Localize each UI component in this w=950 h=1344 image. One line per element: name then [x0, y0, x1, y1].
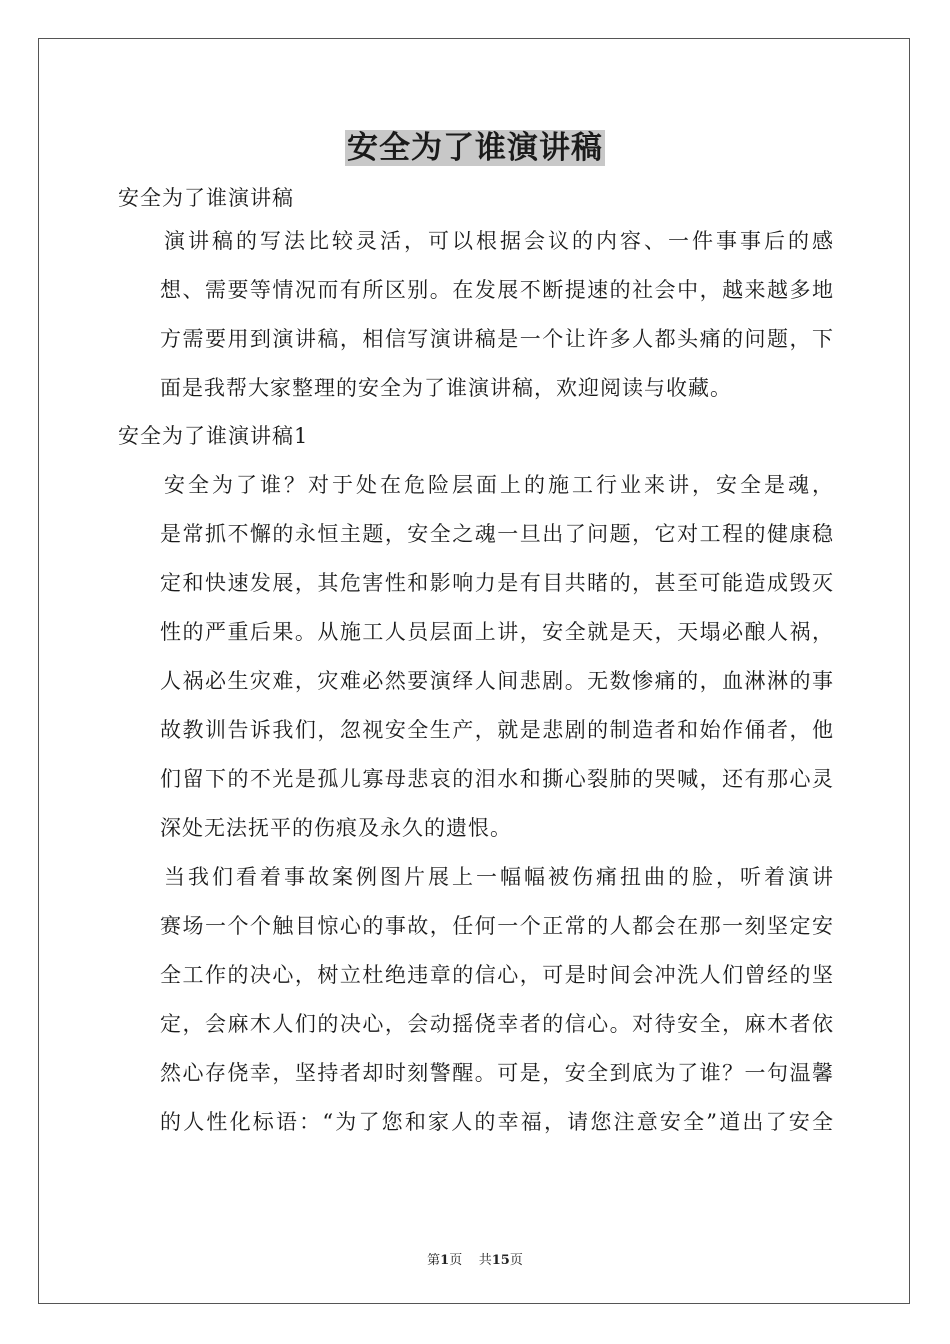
body-paragraph-1	[118, 461, 834, 853]
total-pages: 15	[491, 1253, 510, 1268]
page-number-suffix: 页	[449, 1253, 463, 1268]
total-pages-suffix: 页	[509, 1253, 523, 1268]
para1-line: 故教训告诉我们，忽视安全生产，就是悲剧的制造者和始作俑者，他	[160, 718, 834, 742]
section-heading: 安全为了谁演讲稿1	[118, 424, 309, 448]
para2-line: 定，会麻木人们的决心，会动摇侥幸者的信心。对待安全，麻木者依	[160, 1012, 834, 1036]
document-title-text: 安全为了谁演讲稿	[347, 130, 603, 166]
document-body	[118, 180, 834, 1147]
document-title	[0, 122, 950, 167]
para2-line: 赛场一个个触目惊心的事故，任何一个正常的人都会在那一刻坚定安	[160, 914, 834, 938]
para1-line: 安全为了谁？对于处在危险层面上的施工行业来讲，安全是魂，	[164, 473, 834, 497]
para2-line: 然心存侥幸，坚持者却时刻警醒。可是，安全到底为了谁？一句温馨	[160, 1061, 834, 1085]
page-footer	[0, 1249, 950, 1268]
intro-paragraph	[118, 217, 834, 413]
para1-line: 是常抓不懈的永恒主题，安全之魂一旦出了问题，它对工程的健康稳	[160, 522, 834, 546]
intro-line: 面是我帮大家整理的安全为了谁演讲稿，欢迎阅读与收藏。	[160, 376, 732, 400]
document-subtitle: 安全为了谁演讲稿	[118, 186, 294, 210]
page-number: 1	[440, 1253, 450, 1268]
para2-line: 当我们看着事故案例图片展上一幅幅被伤痛扭曲的脸，听着演讲	[164, 865, 834, 889]
para1-line: 定和快速发展，其危害性和影响力是有目共睹的，甚至可能造成毁灭	[160, 571, 834, 595]
para2-line: 全工作的决心，树立杜绝违章的信心，可是时间会冲洗人们曾经的坚	[160, 963, 834, 987]
para2-line: 的人性化标语：“为了您和家人的幸福，请您注意安全”道出了安全	[160, 1110, 834, 1134]
para1-line: 深处无法抚平的伤痕及永久的遗恨。	[160, 816, 512, 840]
body-paragraph-2	[118, 853, 834, 1147]
total-pages-prefix: 共	[478, 1253, 492, 1268]
intro-line: 想、需要等情况而有所区别。在发展不断提速的社会中，越来越多地	[160, 278, 834, 302]
para1-line: 们留下的不光是孤儿寡母悲哀的泪水和撕心裂肺的哭喊，还有那心灵	[160, 767, 834, 791]
para1-line: 性的严重后果。从施工人员层面上讲，安全就是天，天塌必酿人祸，	[160, 620, 834, 644]
page-number-prefix: 第	[427, 1253, 441, 1268]
intro-line: 方需要用到演讲稿，相信写演讲稿是一个让许多人都头痛的问题，下	[160, 327, 834, 351]
intro-line: 演讲稿的写法比较灵活，可以根据会议的内容、一件事事后的感	[164, 229, 834, 253]
para1-line: 人祸必生灾难，灾难必然要演绎人间悲剧。无数惨痛的，血淋淋的事	[160, 669, 834, 693]
